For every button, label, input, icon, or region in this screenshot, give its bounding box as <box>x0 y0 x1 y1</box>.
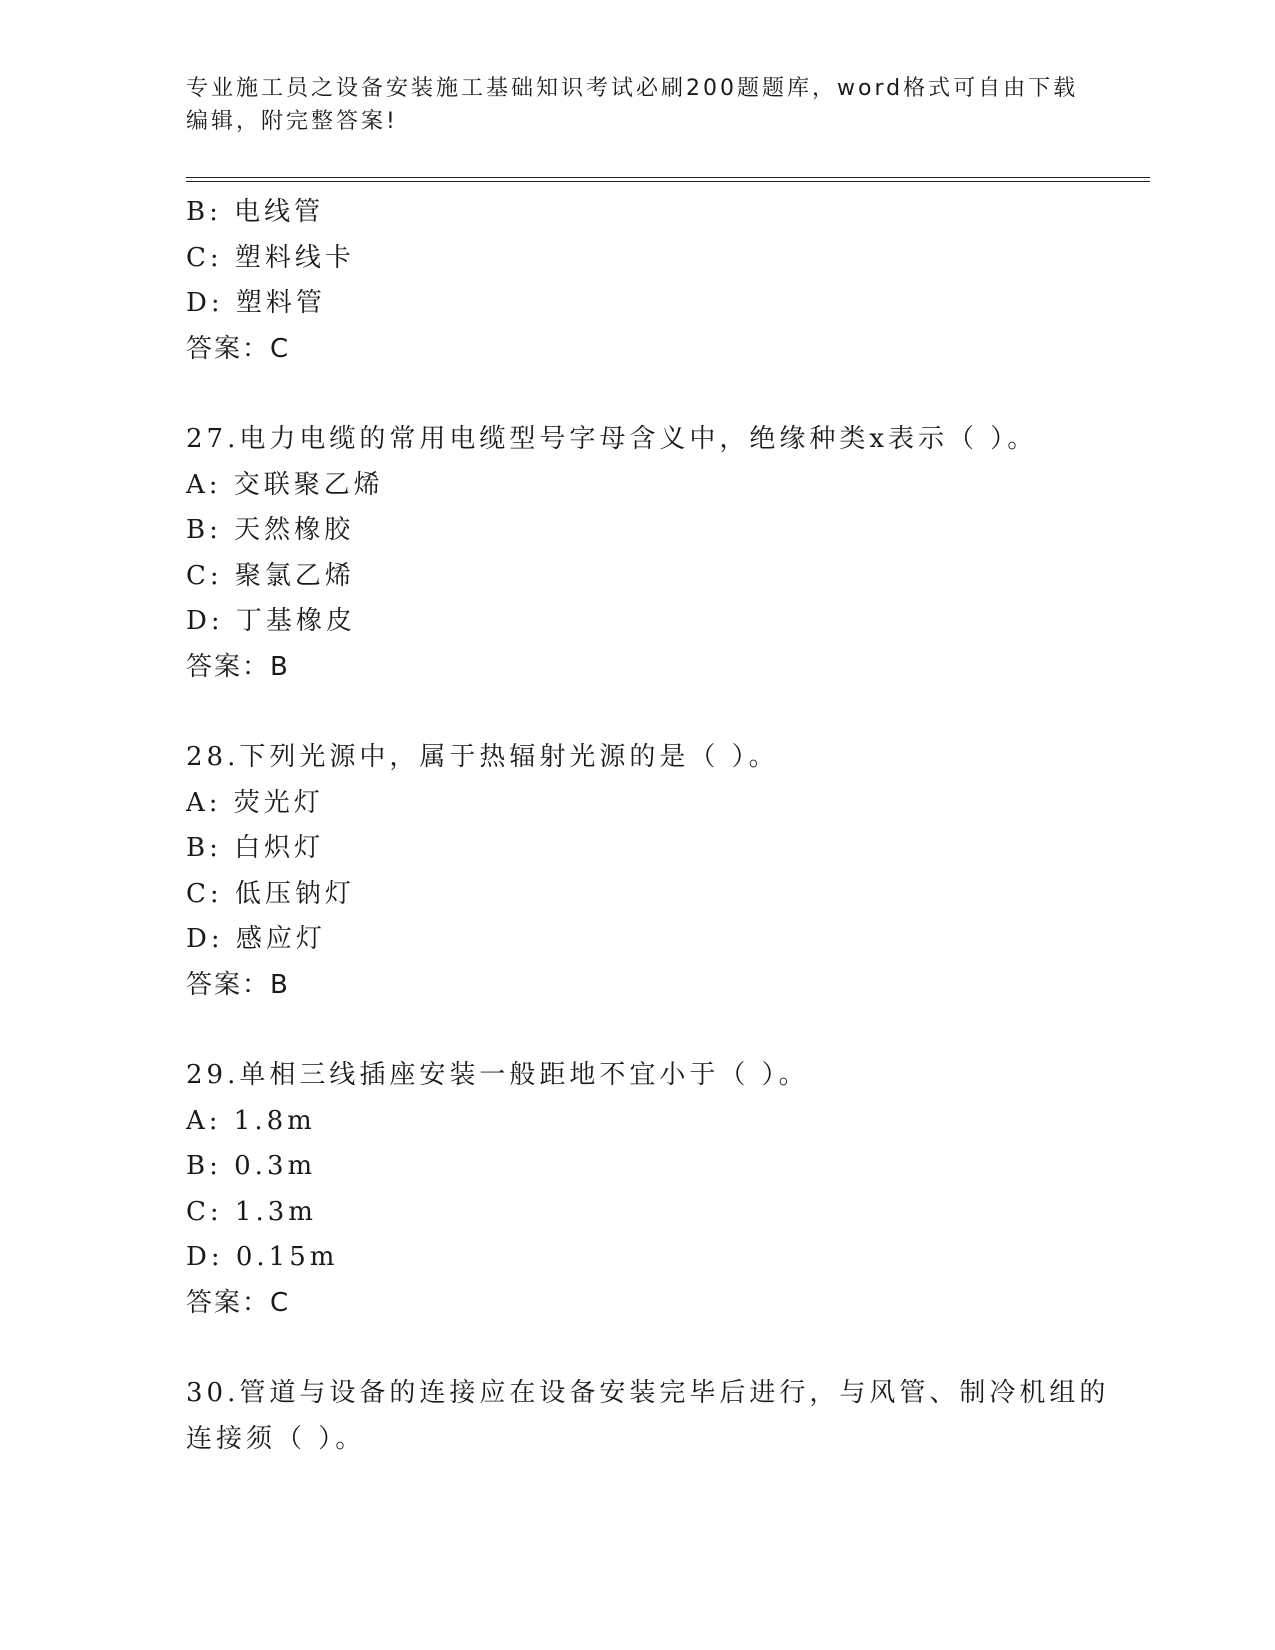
option-d: D: 丁基橡皮 <box>186 606 356 636</box>
answer-29: 答案：C <box>186 1287 291 1318</box>
question-26-continued <box>186 190 1106 372</box>
option-c: C: 1.3m <box>186 1196 317 1227</box>
answer-28: 答案：B <box>186 969 290 1000</box>
option-a: A: 荧光灯 <box>186 787 324 818</box>
option-a: A: 交联聚乙烯 <box>186 469 384 500</box>
option-b: B: 天然橡胶 <box>186 515 355 545</box>
option-a: A: 1.8m <box>186 1105 316 1136</box>
header-double-rule <box>186 177 1150 182</box>
option-c: C: 塑料线卡 <box>186 242 355 273</box>
question-29 <box>186 1053 1106 1326</box>
answer-26: 答案：C <box>186 333 291 364</box>
question-28 <box>186 735 1106 1008</box>
question-text-line-2: 连接须（ ）。 <box>186 1423 366 1454</box>
question-list <box>186 190 1110 1462</box>
option-d: D: 塑料管 <box>186 288 326 318</box>
question-text: 27.电力电缆的常用电缆型号字母含义中，绝缘种类x表示（ ）。 <box>186 424 1038 454</box>
question-text: 28.下列光源中，属于热辐射光源的是（ ）。 <box>186 742 779 772</box>
option-b: B: 电线管 <box>186 197 325 227</box>
question-text: 29.单相三线插座安装一般距地不宜小于（ ）。 <box>186 1060 809 1090</box>
option-d: D: 0.15m <box>186 1242 339 1272</box>
option-b: B: 白炽灯 <box>186 833 325 863</box>
option-b: B: 0.3m <box>186 1151 317 1181</box>
question-27 <box>186 417 1106 690</box>
question-text-line-1: 30.管道与设备的连接应在设备安装完毕后进行，与风管、制冷机组的 <box>186 1378 1110 1408</box>
option-c: C: 低压钠灯 <box>186 878 355 909</box>
option-c: C: 聚氯乙烯 <box>186 560 355 591</box>
option-d: D: 感应灯 <box>186 924 326 954</box>
question-30 <box>186 1371 1110 1462</box>
answer-27: 答案：B <box>186 651 290 682</box>
document-header: 专业施工员之设备安装施工基础知识考试必刷200题题库，word格式可自由下载编辑，附完整答案! <box>186 76 1079 134</box>
